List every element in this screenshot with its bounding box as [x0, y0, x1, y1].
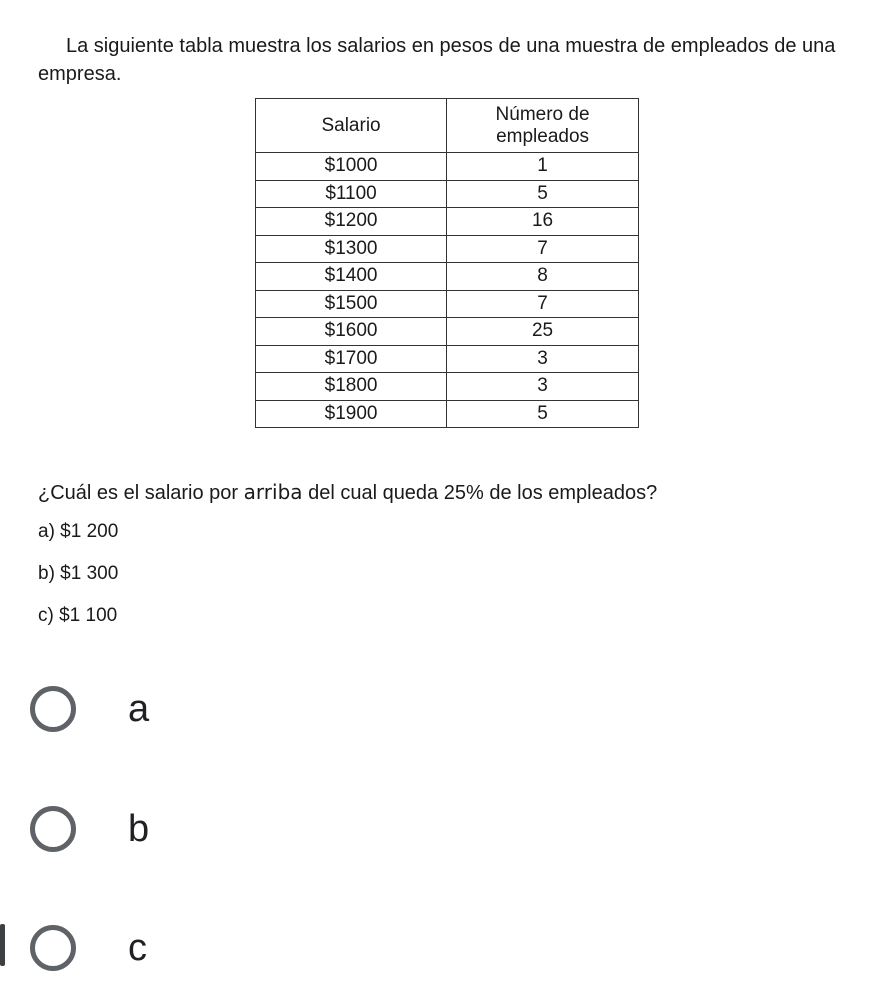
cell-salary: $1000 — [256, 153, 447, 181]
table-header-row — [256, 99, 639, 153]
table-row — [256, 180, 639, 208]
header-numero-empleados: Número de empleados — [447, 99, 639, 153]
table-row — [256, 208, 639, 236]
table-row — [256, 153, 639, 181]
cell-salary: $1100 — [256, 180, 447, 208]
question-emphasis: arriba — [243, 480, 303, 504]
choice-text-a: a) $1 200 — [38, 521, 119, 542]
cell-count: 8 — [447, 263, 639, 291]
option-b[interactable] — [30, 799, 430, 859]
radio-circle-icon[interactable] — [30, 925, 76, 971]
cell-count: 3 — [447, 345, 639, 373]
intro-paragraph: La siguiente tabla muestra los salarios en pesos de una muestra de empleados de una empresa. — [38, 35, 836, 85]
choice-text-c: c) $1 100 — [38, 605, 118, 626]
cell-salary: $1900 — [256, 400, 447, 428]
header-salario: Salario — [256, 99, 447, 153]
cell-count: 1 — [447, 153, 639, 181]
table-row — [256, 263, 639, 291]
option-c[interactable] — [30, 918, 430, 978]
cell-count: 25 — [447, 318, 639, 346]
cell-salary: $1700 — [256, 345, 447, 373]
salary-table — [255, 98, 639, 428]
option-a[interactable] — [30, 679, 430, 739]
cell-count: 7 — [447, 290, 639, 318]
radio-circle-icon[interactable] — [30, 806, 76, 852]
option-label: b — [128, 807, 150, 850]
cell-salary: $1200 — [256, 208, 447, 236]
choice-text-b: b) $1 300 — [38, 563, 119, 584]
question-text — [38, 478, 657, 507]
table-row — [256, 290, 639, 318]
cell-salary: $1300 — [256, 235, 447, 263]
cell-count: 7 — [447, 235, 639, 263]
table-row — [256, 400, 639, 428]
cell-count: 3 — [447, 373, 639, 401]
cell-count: 5 — [447, 180, 639, 208]
table-row — [256, 373, 639, 401]
table-row — [256, 235, 639, 263]
option-label: a — [128, 687, 150, 730]
cell-salary: $1600 — [256, 318, 447, 346]
question-part-after: del cual queda 25% de los empleados? — [302, 482, 658, 504]
question-part-before: ¿Cuál es el salario por — [38, 482, 244, 504]
option-label: c — [128, 926, 147, 969]
cell-salary: $1400 — [256, 263, 447, 291]
table-row — [256, 345, 639, 373]
focus-indicator — [0, 924, 5, 966]
table-row — [256, 318, 639, 346]
cell-salary: $1500 — [256, 290, 447, 318]
radio-circle-icon[interactable] — [30, 686, 76, 732]
cell-salary: $1800 — [256, 373, 447, 401]
cell-count: 5 — [447, 400, 639, 428]
cell-count: 16 — [447, 208, 639, 236]
